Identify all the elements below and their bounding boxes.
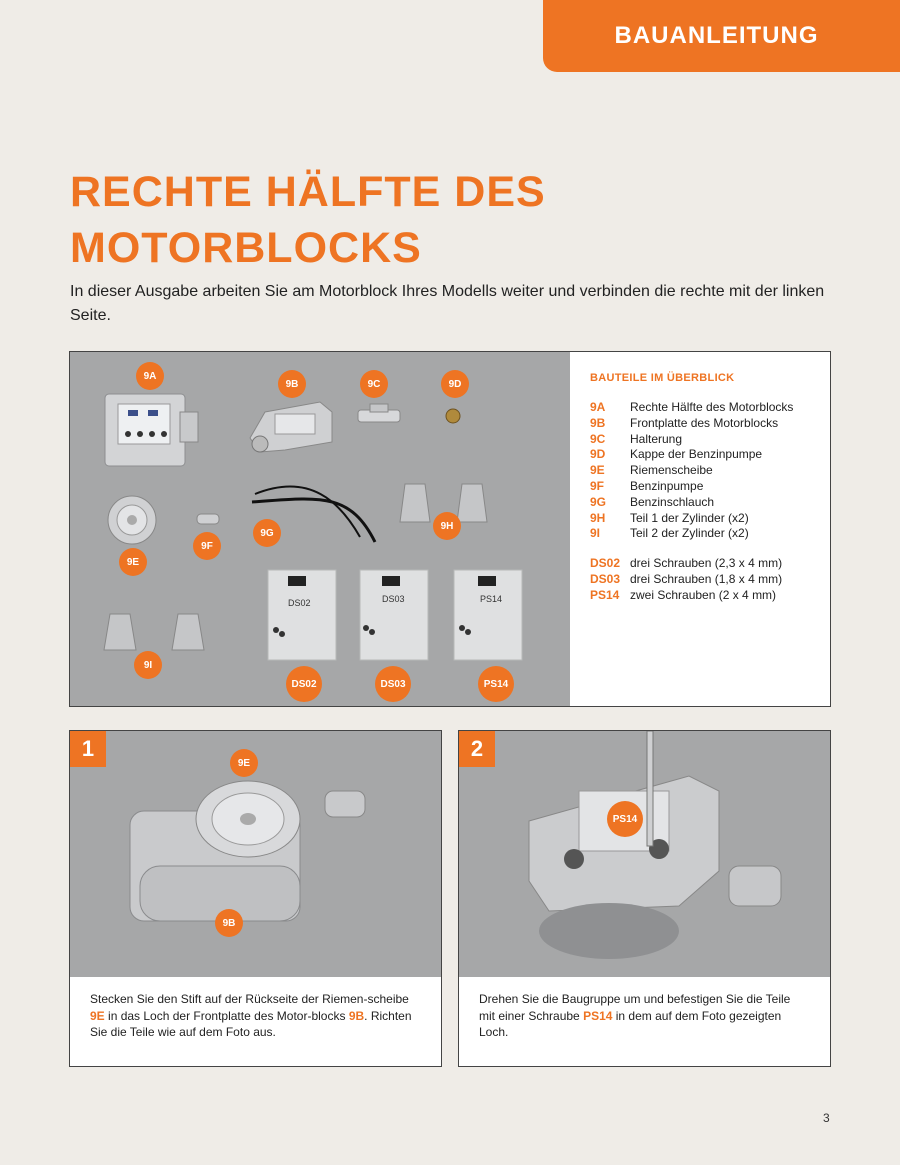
list-item xyxy=(590,416,830,432)
step-number: 1 xyxy=(70,731,106,767)
list-item xyxy=(590,447,830,463)
step-number: 2 xyxy=(459,731,495,767)
parts-list-heading: BAUTEILE IM ÜBERBLICK xyxy=(590,372,735,384)
part-desc: Benzinschlauch xyxy=(630,494,715,509)
part-code: 9D xyxy=(590,447,606,462)
part-9d-image xyxy=(446,409,460,423)
list-item xyxy=(590,400,830,416)
part-9b-image xyxy=(250,402,332,452)
part-code: 9C xyxy=(590,431,606,446)
part-9c-image xyxy=(358,404,400,422)
part-9e-image xyxy=(108,496,156,544)
part-code: 9I xyxy=(590,526,601,541)
badge-9h: 9H xyxy=(433,512,461,540)
list-item xyxy=(590,479,830,495)
screw-desc: drei Schrauben (2,3 x 4 mm) xyxy=(630,556,783,571)
list-item xyxy=(590,495,830,511)
part-code: 9G xyxy=(590,494,607,509)
part-code: 9F xyxy=(590,478,605,493)
part-9i-image xyxy=(104,614,204,650)
badge-9c: 9C xyxy=(360,370,388,398)
bag-ds03-text: DS03 xyxy=(382,594,405,604)
part-9a-image xyxy=(105,394,198,466)
step-1-badge-9b: 9B xyxy=(215,909,243,937)
part-desc: Rechte Hälfte des Motorblocks xyxy=(630,400,794,414)
step-1-badge-9e: 9E xyxy=(230,749,258,777)
list-item xyxy=(590,526,830,542)
screw-code: PS14 xyxy=(590,587,620,602)
badge-ds03: DS03 xyxy=(375,666,411,702)
screw-bag-ds03 xyxy=(360,570,428,660)
step-1-instructions: Stecken Sie den Stift auf der Rückseite der Riemen-scheibe 9E in das Loch der Frontplatte des Motor-blocks 9B. Richten Sie die Teile wie auf dem Foto aus. xyxy=(90,992,412,1039)
screw-bag-ps14 xyxy=(454,570,522,660)
badge-ds02: DS02 xyxy=(286,666,322,702)
screw-desc: zwei Schrauben (2 x 4 mm) xyxy=(630,587,777,602)
list-item xyxy=(590,511,830,527)
part-code: 9B xyxy=(590,415,606,430)
part-9f-image xyxy=(197,514,219,524)
part-code: 9H xyxy=(590,510,606,525)
list-item xyxy=(590,432,830,448)
step-2-badge-ps14: PS14 xyxy=(607,801,643,837)
step-2-instructions: Drehen Sie die Baugruppe um und befestigen Sie die Teile mit einer Schraube PS14 in dem auf dem Foto gezeigten Loch. xyxy=(479,992,791,1039)
screw-desc: drei Schrauben (1,8 x 4 mm) xyxy=(630,571,783,586)
title-line-1: RECHTE HÄLFTE DES xyxy=(70,168,546,216)
part-desc: Riemenscheibe xyxy=(630,463,713,478)
screw-code: DS02 xyxy=(590,556,621,571)
step-2-photo xyxy=(459,731,830,977)
parts-photo xyxy=(70,352,570,706)
intro-text: In dieser Ausgabe arbeiten Sie am Motorblock Ihres Modells weiter und verbinden die rechte mit der linken Seite. xyxy=(70,283,825,324)
screw-code: DS03 xyxy=(590,571,621,586)
page-title xyxy=(70,164,830,276)
part-desc: Teil 1 der Zylinder (x2) xyxy=(630,510,749,525)
part-desc: Halterung xyxy=(630,431,683,446)
part-desc: Frontplatte des Motorblocks xyxy=(630,415,779,430)
badge-ps14: PS14 xyxy=(478,666,514,702)
part-code: 9E xyxy=(590,463,605,478)
part-desc: Benzinpumpe xyxy=(630,478,704,493)
step-1-photo xyxy=(70,731,441,977)
badge-9a: 9A xyxy=(136,362,164,390)
parts-list xyxy=(570,352,830,706)
part-desc: Teil 2 der Zylinder (x2) xyxy=(630,526,749,541)
section-tab: BAUANLEITUNG xyxy=(543,0,900,72)
step-2-card xyxy=(458,730,831,1067)
badge-9g: 9G xyxy=(253,519,281,547)
step-2-illustration xyxy=(459,731,830,977)
bag-ds02-text: DS02 xyxy=(288,598,311,608)
list-item xyxy=(590,572,830,588)
badge-9d: 9D xyxy=(441,370,469,398)
list-item xyxy=(590,463,830,479)
badge-9b: 9B xyxy=(278,370,306,398)
badge-9e: 9E xyxy=(119,548,147,576)
part-desc: Kappe der Benzinpumpe xyxy=(630,447,763,462)
list-item xyxy=(590,556,830,572)
badge-9f: 9F xyxy=(193,532,221,560)
screw-bag-ds02 xyxy=(268,570,336,660)
title-line-2: MOTORBLOCKS xyxy=(70,224,422,272)
bag-ps14-text: PS14 xyxy=(480,594,503,604)
list-item xyxy=(590,588,830,604)
page-number: 3 xyxy=(823,1111,830,1125)
part-code: 9A xyxy=(590,400,606,414)
step-1-card xyxy=(69,730,442,1067)
parts-overview xyxy=(69,351,831,707)
badge-9i: 9I xyxy=(134,651,162,679)
